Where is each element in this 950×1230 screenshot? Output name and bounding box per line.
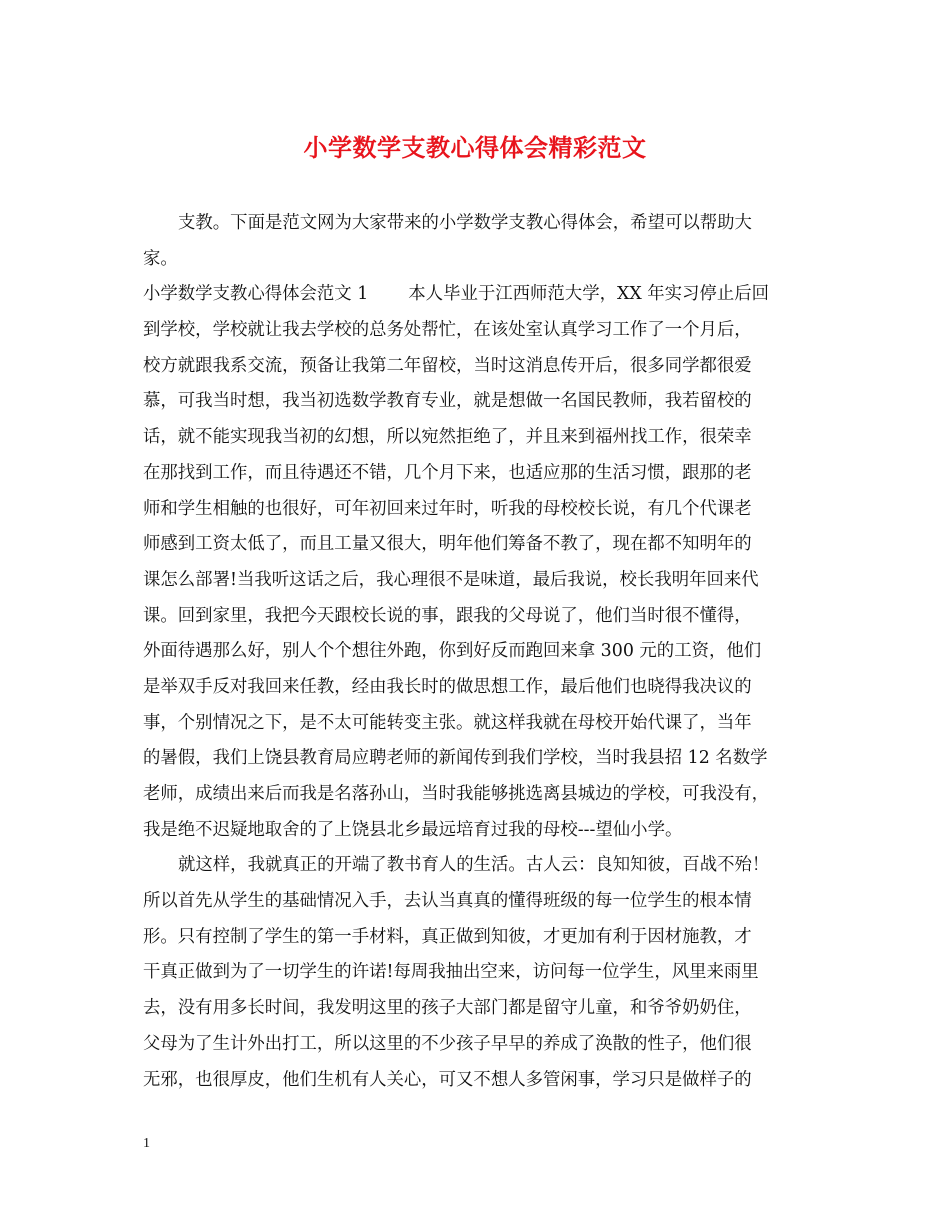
section-heading: 小学数学支教心得体会范文 1 [143,284,369,305]
paragraph-line [143,634,808,670]
line-text: 父母为了生计外出打工，所以这里的不少孩子早早的养成了涣散的性子，他们很 [143,1033,752,1054]
line-text: 我是绝不迟疑地取舍的了上饶县北乡最远培育过我的母校---望仙小学。 [143,819,683,840]
line-text: 本人毕业于江西师范大学，XX 年实习停止后回 [408,284,769,305]
line-text: 去，没有用多长时间，我发明这里的孩子大部门都是留守儿童，和爷爷奶奶住， [143,998,752,1019]
line-text: 形。只有控制了学生的第一手材料，真正做到知彼，才更加有利于因材施教，才 [143,926,752,947]
line-text: 到学校，学校就让我去学校的总务处帮忙，在该处室认真学习工作了一个月后， [143,320,752,341]
paragraph-line [143,456,808,492]
document-body [143,206,808,1098]
line-text: 无邪，也很厚皮，他们生机有人关心，可又不想人多管闲事，学习只是做样子的 [143,1069,752,1090]
paragraph-line [143,384,808,420]
line-text: 校方就跟我系交流，预备让我第二年留校，当时这消息传开后，很多同学都很爱 [143,355,752,376]
paragraph-line [143,599,808,635]
line-text: 课。回到家里，我把今天跟校长说的事，跟我的父母说了，他们当时很不懂得， [143,605,752,626]
paragraph-line [143,955,808,991]
line-text: 所以首先从学生的基础情况入手，去认当真真的懂得班级的每一位学生的根本情 [143,891,752,912]
document-title: 小学数学支教心得体会精彩范文 [303,133,647,162]
paragraph-line [143,813,808,849]
paragraph-line [143,1027,808,1063]
paragraph-line [143,420,808,456]
paragraph-line [143,670,808,706]
paragraph-line [143,563,808,599]
paragraph-line [143,777,808,813]
line-text: 支教。下面是范文网为大家带来的小学数学支教心得体会，希望可以帮助大 [178,213,752,233]
paragraph-line [143,492,808,528]
line-text: 的暑假，我们上饶县教育局应聘老师的新闻传到我们学校，当时我县招 12 名数学 [143,748,768,769]
paragraph-line [143,242,808,278]
line-text: 话，就不能实现我当初的幻想，所以宛然拒绝了，并且来到福州找工作，很荣幸 [143,427,752,448]
paragraph-line [143,848,808,884]
paragraph-line [143,920,808,956]
line-text: 在那找到工作，而且待遇还不错，几个月下来，也适应那的生活习惯，跟那的老 [143,462,752,483]
paragraph-line [143,741,808,777]
paragraph-line [143,527,808,563]
paragraph-line [143,206,808,242]
line-text: 事，个别情况之下，是不太可能转变主张。就这样我就在母校开始代课了，当年 [143,712,752,733]
line-text: 是举双手反对我回来任教，经由我长时的做思想工作，最后他们也晓得我决议的 [143,676,752,697]
line-text: 就这样，我就真正的开端了教书育人的生活。古人云：良知知彼，百战不殆！ [178,855,770,876]
line-text: 师感到工资太低了，而且工量又很大，明年他们筹备不教了，现在都不知明年的 [143,534,752,555]
line-text: 家。 [143,248,178,269]
line-text: 老师，成绩出来后而我是名落孙山，当时我能够挑选离县城边的学校，可我没有， [143,784,770,804]
paragraph-line [143,706,808,742]
line-text: 师和学生相触的也很好，可年初回来过年时，听我的母校校长说，有几个代课老 [143,498,752,519]
line-text: 课怎么部署!当我听这话之后，我心理很不是味道，最后我说，校长我明年回来代 [143,569,759,590]
paragraph-line [143,884,808,920]
paragraph-line [143,313,808,349]
line-text: 干真正做到为了一切学生的许诺!每周我抽出空来，访问每一位学生，风里来雨里 [143,962,759,983]
paragraph-line [143,991,808,1027]
paragraph-line [143,277,808,313]
paragraph-line [143,349,808,385]
page-number: 1 [143,1136,150,1151]
paragraph-line [143,1063,808,1099]
line-text: 外面待遇那么好，别人个个想往外跑，你到好反而跑回来拿 300 元的工资，他们 [143,641,762,662]
line-text: 慕，可我当时想，我当初选数学教育专业，就是想做一名国民教师，我若留校的 [143,391,752,412]
